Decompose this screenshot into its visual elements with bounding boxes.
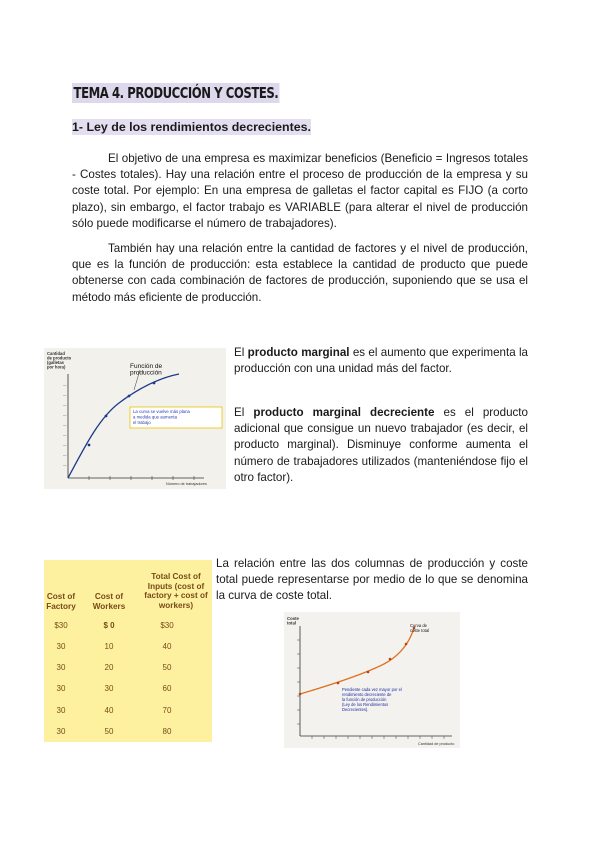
paragraph-production-function: También hay una relación entre la cantidad de factores y el nivel de producción, que es la función de producción: esta establece la cantidad de producto que puede obtenerse con cada combinación de factores de producción, suponiendo que se usa el método más eficiente de producción. [72, 242, 528, 304]
total-cost-figure [284, 612, 460, 748]
table-cell: 80 [162, 727, 172, 736]
table-cell: $30 [160, 621, 174, 630]
y-axis-label: Cantidad de producto (galletas por hora) [47, 351, 72, 370]
svg-text:—: — [63, 463, 67, 467]
table-cell: 30 [56, 663, 66, 672]
y-axis-label: Coste total [287, 616, 299, 626]
x-axis-label: Número de trabajadores [166, 482, 207, 486]
table-cell: 60 [162, 684, 172, 693]
svg-text:—: — [63, 423, 67, 427]
svg-text:—: — [63, 443, 67, 447]
table-cell: 30 [56, 642, 66, 651]
svg-text:—: — [63, 383, 67, 387]
table-cell: 30 [104, 684, 114, 693]
curve-note: Pendiente cada vez mayor por el rendimiento decreciente de la función de producción (Ley de los Rendimientos Decrecientes). [342, 687, 402, 712]
svg-text:—: — [63, 413, 67, 417]
table-cell: 50 [104, 727, 114, 736]
table-cell: $ 0 [103, 621, 115, 630]
table-header-factory: Cost of Factory [46, 592, 76, 611]
section-heading: 1- Ley de los rendimientos decrecientes. [72, 120, 311, 134]
marginal-product-definition: El producto marginal es el aumento que experimenta la producción con una unidad más del factor. [234, 346, 528, 376]
total-cost-curve-text: La relación entre las dos columnas de producción y coste total puede representarse por medio de lo que se denomina la curva de coste total. [216, 557, 528, 603]
table-cell: 30 [56, 684, 66, 693]
table-cell: 30 [56, 706, 66, 715]
total-cost-curve [300, 628, 414, 694]
svg-text:—: — [63, 433, 67, 437]
table-cell: $30 [54, 621, 68, 630]
curve-label: Función de producción [130, 363, 163, 377]
svg-text:—: — [63, 453, 67, 457]
svg-text:—: — [63, 393, 67, 397]
diminishing-marginal-product-definition: El producto marginal decreciente es el producto adicional que consigue un nuevo trabajador (es decir, el producto marginal). Disminuye conforme aumenta el número de trabajadores utilizados (manteniéndose fijo el otro factor). [234, 406, 528, 484]
table-cell: 30 [56, 727, 66, 736]
table-header-total: Total Cost of Inputs (cost of factory + cost of workers) [144, 572, 208, 610]
table-cell: 10 [104, 642, 114, 651]
curve-note: La curva se vuelve más plana a medida que aumenta el trabajo [133, 409, 190, 425]
production-function-figure [44, 348, 226, 489]
curve-label: Curva de coste total [410, 623, 430, 633]
paragraph-objective: El objetivo de una empresa es maximizar beneficios (Beneficio = Ingresos totales - Costes totales). Hay una relación entre el proceso de producción de la empresa y su coste total. Por ejemplo: En una empresa de galletas el factor capital es FIJO (a corto plazo), sin embargo, el factor trabajo es VARIABLE (para alterar el nivel de producción sólo puede modificarse el número de trabajadores). [72, 152, 528, 230]
svg-text:—: — [63, 403, 67, 407]
table-cell: 40 [104, 706, 114, 715]
table-cell: 20 [104, 663, 114, 672]
table-cell: 70 [162, 706, 172, 715]
cost-table [44, 560, 212, 742]
table-header-workers: Cost of Workers [92, 592, 126, 611]
x-axis-label: Cantidad de producto [418, 742, 455, 746]
page-title: TEMA 4. PRODUCCIÓN Y COSTES. [73, 84, 279, 102]
table-cell: 50 [162, 663, 172, 672]
table-cell: 40 [162, 642, 172, 651]
